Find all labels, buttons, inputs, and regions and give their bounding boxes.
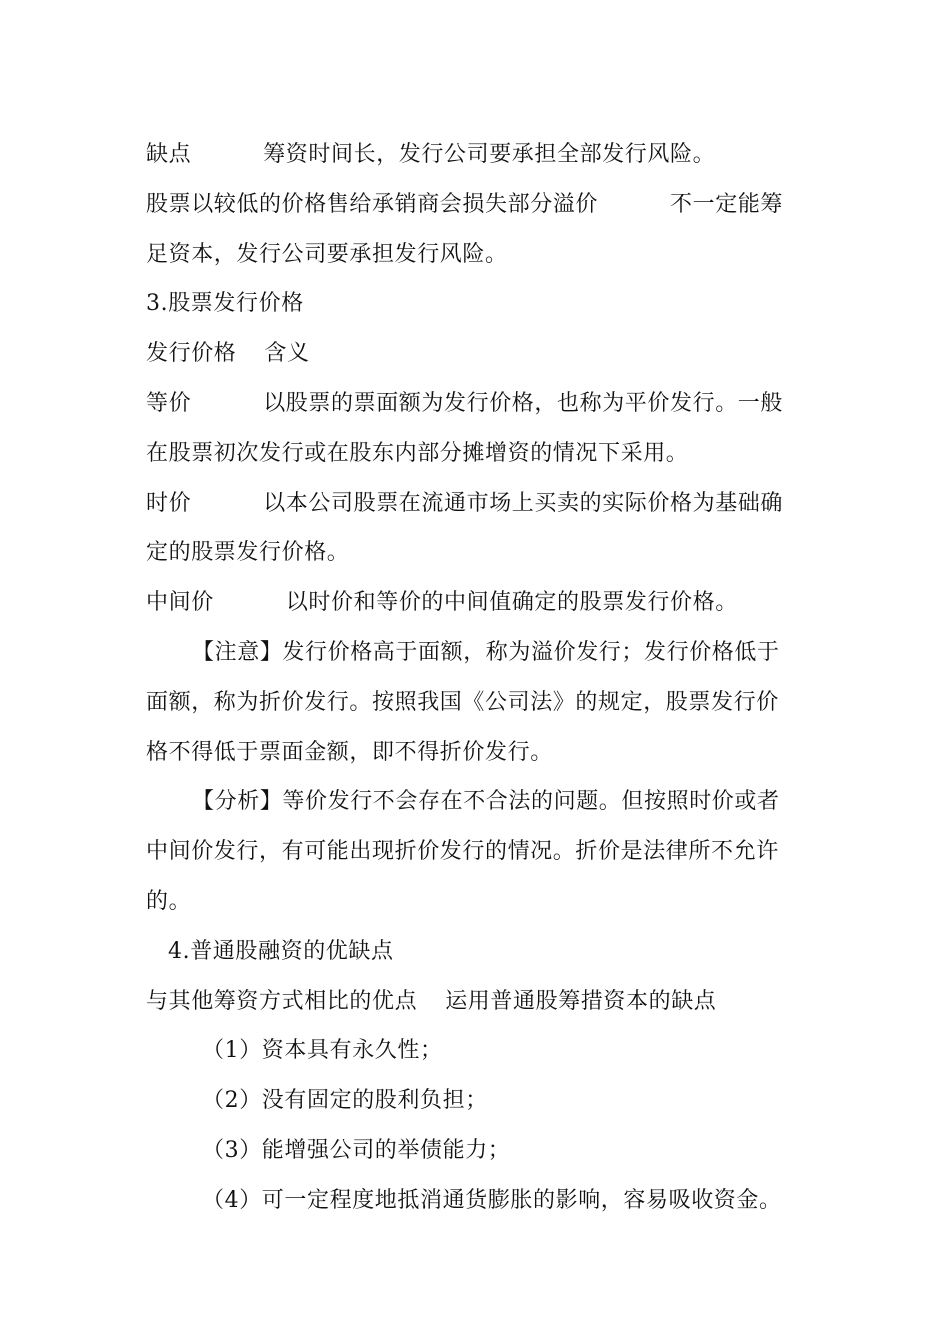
analysis-line-2: 中间价发行，有可能出现折价发行的情况。折价是法律所不允许 bbox=[146, 839, 779, 865]
col-header-meaning: 含义 bbox=[264, 341, 310, 367]
pros-cons-header bbox=[146, 977, 806, 1027]
row-par-label: 等价 bbox=[146, 390, 192, 416]
note-line-1: 【注意】发行价格高于面额，称为溢价发行；发行价格低于 bbox=[192, 639, 780, 665]
col-header-price: 发行价格 bbox=[146, 341, 237, 367]
row-market-label: 时价 bbox=[146, 490, 192, 516]
analysis-line-1: 【分析】等价发行不会存在不合法的问题。但按照时价或者 bbox=[192, 789, 780, 815]
analysis-line-3: 的。 bbox=[146, 888, 192, 914]
list-item-2: （2）没有固定的股利负担； bbox=[202, 1088, 488, 1114]
document-page bbox=[146, 130, 806, 1226]
table-header-row bbox=[146, 329, 806, 379]
section-heading-4: 4.普通股融资的优缺点 bbox=[168, 938, 394, 964]
row-market-price bbox=[146, 479, 806, 529]
line-1 bbox=[146, 130, 806, 180]
line-1-text: 筹资时间长，发行公司要承担全部发行风险。 bbox=[263, 142, 716, 167]
line-2 bbox=[146, 180, 806, 230]
note-line-2: 面额，称为折价发行。按照我国《公司法》的规定，股票发行价 bbox=[146, 689, 779, 715]
row-market-continued: 定的股票发行价格。 bbox=[146, 540, 350, 566]
row-middle-price bbox=[146, 578, 806, 628]
section-heading-3: 3.股票发行价格 bbox=[146, 291, 304, 317]
pros-header: 与其他筹资方式相比的优点 bbox=[146, 988, 418, 1014]
row-market-text: 以本公司股票在流通市场上买卖的实际价格为基础确 bbox=[263, 490, 784, 516]
line-2-text-a: 股票以较低的价格售给承销商会损失部分溢价 bbox=[146, 191, 599, 217]
note-line-3: 格不得低于票面金额，即不得折价发行。 bbox=[146, 739, 553, 765]
list-item-4: （4）可一定程度地抵消通货膨胀的影响，容易吸收资金。 bbox=[202, 1187, 782, 1213]
list-item-1: （1）资本具有永久性； bbox=[202, 1038, 443, 1064]
line-2-text-b: 不一定能筹 bbox=[670, 191, 784, 217]
row-middle-text: 以时价和等价的中间值确定的股票发行价格。 bbox=[285, 590, 738, 616]
row-par-continued: 在股票初次发行或在股东内部分摊增资的情况下采用。 bbox=[146, 440, 689, 466]
line-1-label: 缺点 bbox=[146, 142, 192, 167]
line-3: 足资本，发行公司要承担发行风险。 bbox=[146, 241, 508, 267]
row-par-text: 以股票的票面额为发行价格，也称为平价发行。一般 bbox=[263, 390, 784, 416]
cons-header: 运用普通股筹措资本的缺点 bbox=[445, 988, 717, 1014]
row-middle-label: 中间价 bbox=[146, 590, 214, 616]
list-item-3: （3）能增强公司的举债能力； bbox=[202, 1137, 511, 1163]
row-par-price bbox=[146, 379, 806, 429]
